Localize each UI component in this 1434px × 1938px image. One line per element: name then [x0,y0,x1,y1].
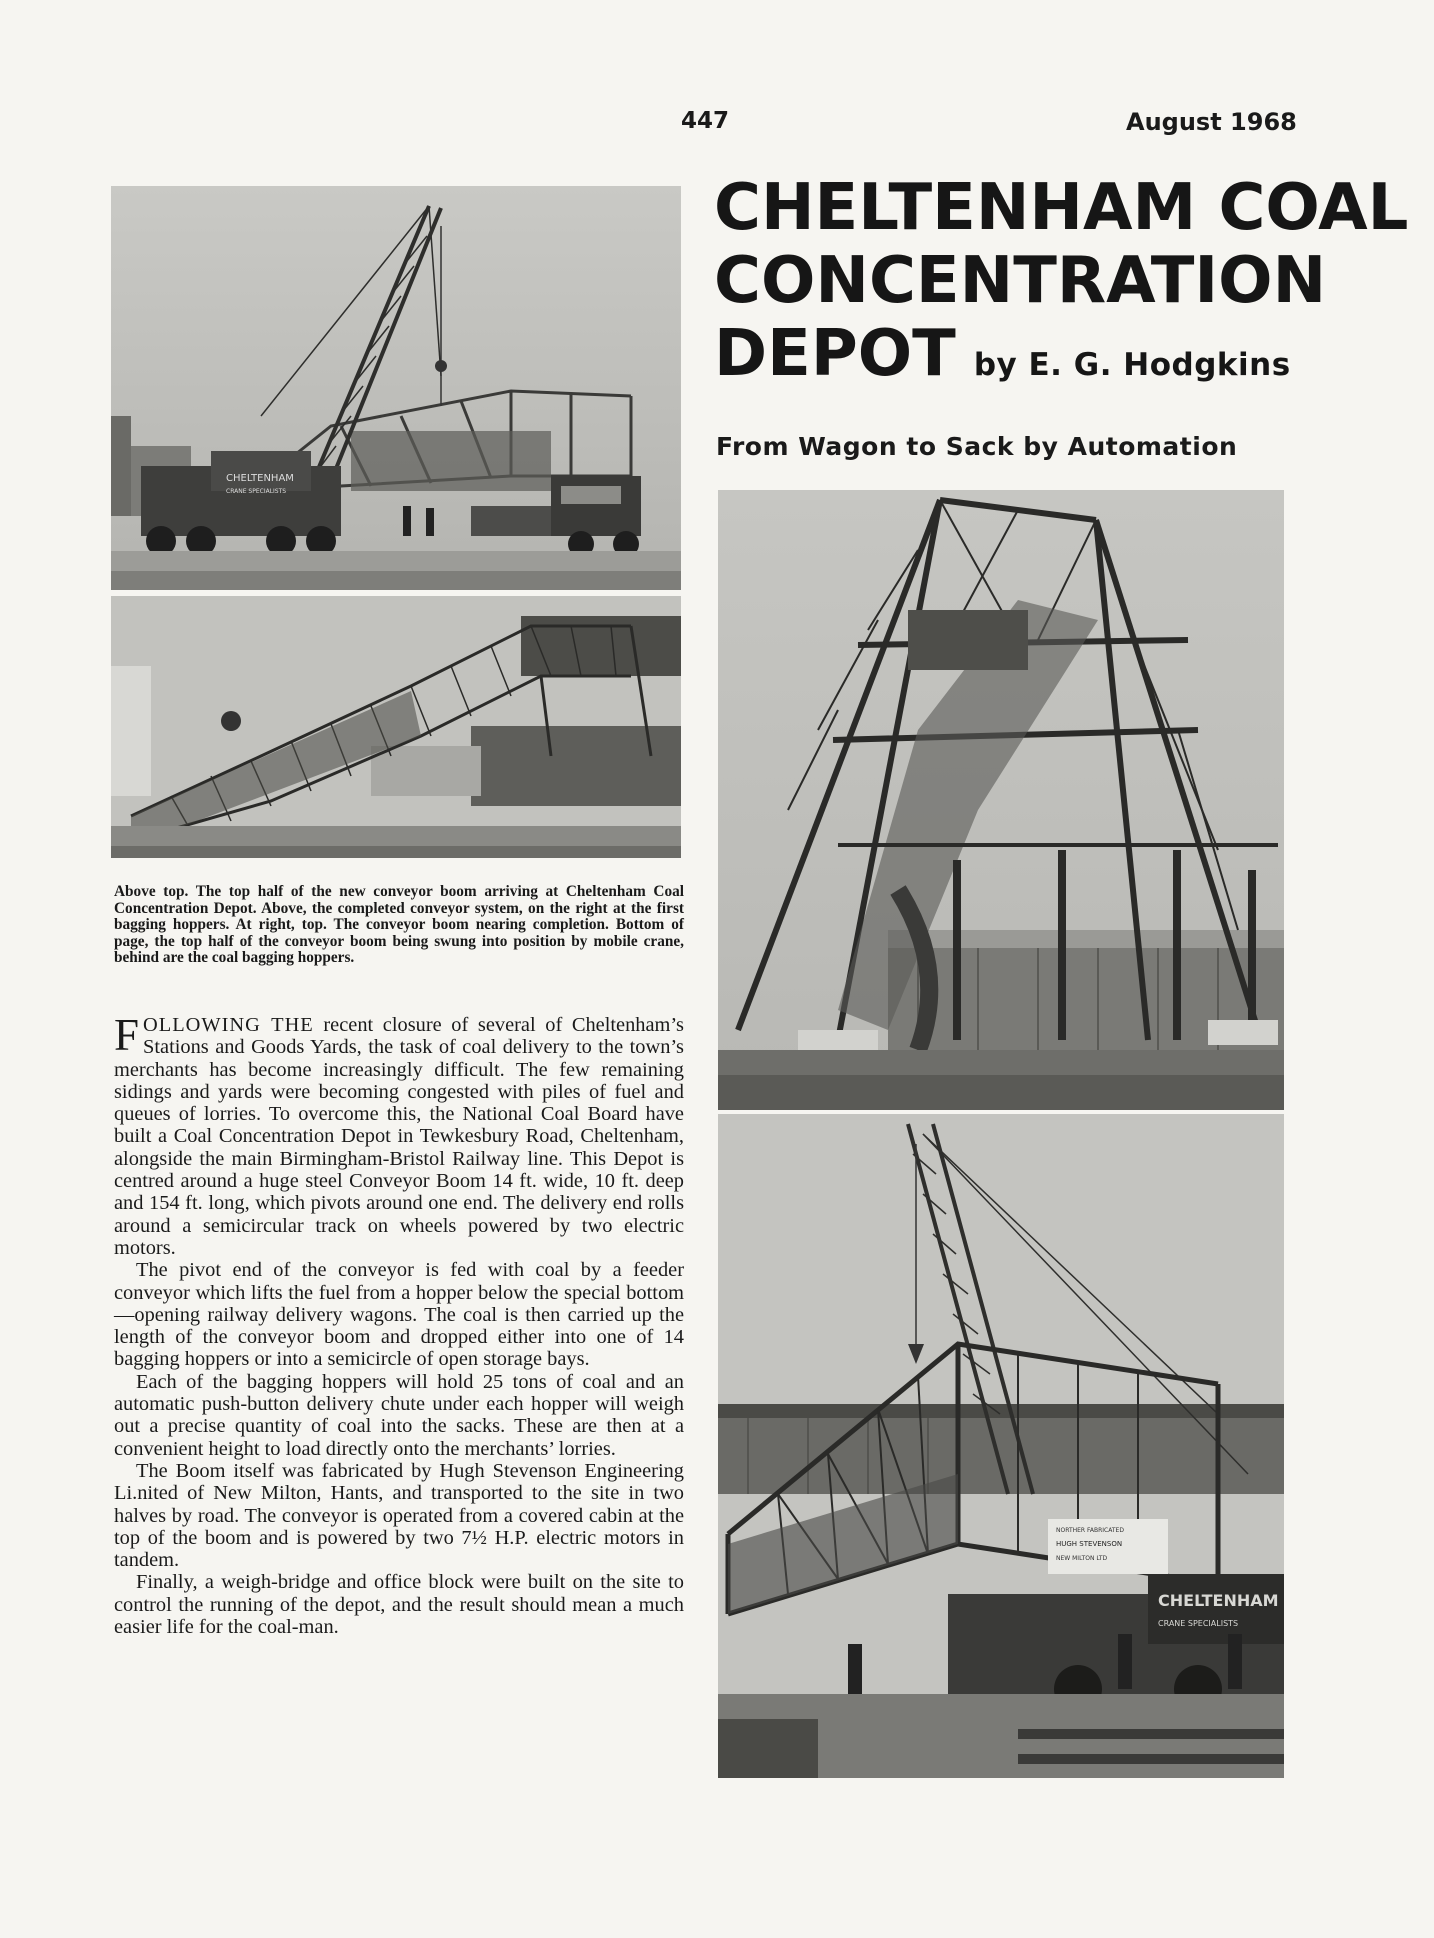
crane-sublettering: CRANE SPECIALISTS [226,488,287,495]
body-paragraph-2: The pivot end of the conveyor is fed with coal by a feeder conveyor which lifts the fuel from a hopper below the special bottom—opening railway delivery wagons. The coal is then carried up the length of the conveyor boom and dropped either into one of 14 bagging hoppers or into a semicircle of open storage bays. [114,1259,684,1371]
lead-in: OLLOWING THE [143,1014,314,1036]
body-paragraph-1 [114,1010,684,1259]
photo-boom-nearing-completion [718,490,1284,1110]
crane-lettering-bottom: CHELTENHAM [1158,1591,1279,1610]
body-paragraph-3: Each of the bagging hoppers will hold 25 tons of coal and an automatic push-button delivery chute under each hopper will weigh out a precise quantity of coal into the sacks. These are then at a convenient height to load directly onto the merchants’ lorries. [114,1370,684,1460]
drop-cap: F [114,1010,140,1060]
title-line-1: CHELTENHAM COAL [714,171,1409,245]
sign-line-1: NORTHER FABRICATED [1056,1527,1124,1534]
crane-sublettering-bottom: CRANE SPECIALISTS [1158,1619,1239,1628]
title-line-2: CONCENTRATION [714,244,1327,318]
byline: by E. G. Hodgkins [973,347,1291,383]
article-title [714,172,1414,402]
body-paragraph-1-text: recent closure of several of Cheltenham’s Stations and Goods Yards, the task of coal delivery to the town’s merchants has become increasingly difficult. The few remaining sidings and yards were becoming congested with piles of fuel and queues of lorries. To overcome this, the National Coal Board have built a Coal Concentration Depot in Tewkesbury Road, Cheltenham, alongside the main Birmingham-Bristol Railway line. This Depot is centred around a huge steel Conveyor Boom 14 ft. wide, 10 ft. deep and 154 ft. long, which pivots around one end. The delivery end rolls around a semicircular track on wheels powered by two electric motors. [114,1014,684,1259]
issue-date: August 1968 [1126,108,1297,136]
sign-line-2: HUGH STEVENSON [1056,1540,1123,1548]
photo-crane-unloading-boom [111,186,681,590]
article-subtitle: From Wagon to Sack by Automation [716,432,1238,461]
title-line-3-text: DEPOT [714,317,956,391]
body-paragraph-5: Finally, a weigh-bridge and office block were built on the site to control the running of the depot, and the result should mean a much easier life for the coal-man. [114,1571,684,1639]
article-body [114,1010,684,1639]
title-line-3 [714,318,1414,402]
photo-boom-swung-into-position [718,1114,1284,1778]
body-paragraph-4: The Boom itself was fabricated by Hugh Stevenson Engineering Li.nited of New Milton, Hants, and transported to the site in two halves by road. The conveyor is operated from a covered cabin at the top of the boom and is powered by two 7½ H.P. electric motors in tandem. [114,1459,684,1572]
photo-completed-conveyor [111,596,681,858]
crane-lettering: CHELTENHAM [226,473,294,484]
photo-caption: Above top. The top half of the new conveyor boom arriving at Cheltenham Coal Concentration Depot. Above, the completed conveyor system, on the right at the first bagging hoppers. At right, top. The conveyor boom nearing completion. Bottom of page, the top half of the conveyor boom being swung into position by mobile crane, behind are the coal bagging hoppers. [114,883,684,967]
sign-line-3: NEW MILTON LTD [1056,1555,1108,1562]
page-number: 447 [681,108,730,134]
